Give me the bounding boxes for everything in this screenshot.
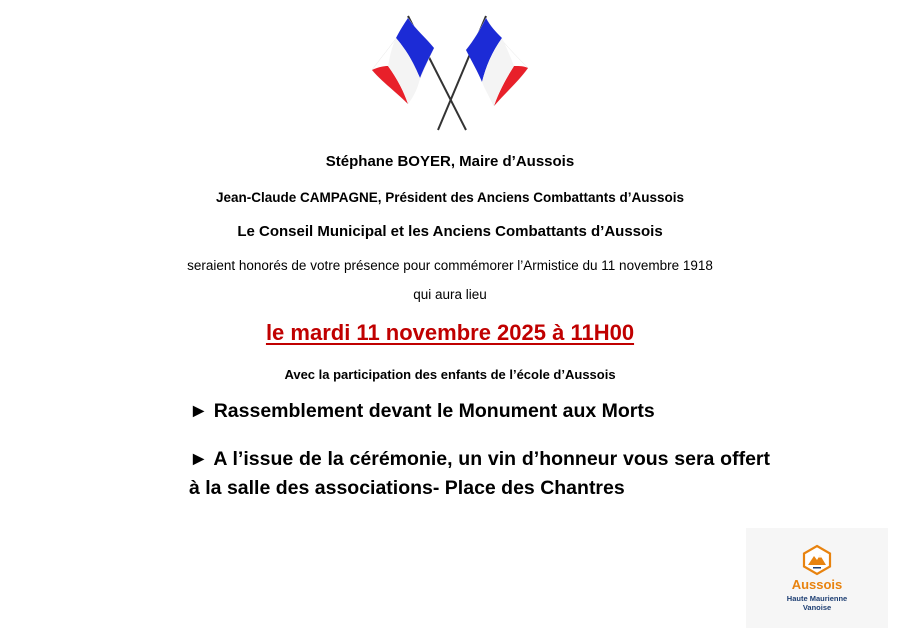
mayor-line: Stéphane BOYER, Maire d’Aussois (325, 153, 575, 170)
crossed-french-flags-icon (368, 8, 533, 133)
right-flag (466, 18, 528, 106)
aussois-logo (746, 528, 888, 628)
invitation-line: seraient honorés de votre présence pour commémorer l’Armistice du 11 novembre 1918 (187, 258, 713, 273)
council-line: Le Conseil Municipal et les Anciens Combattants d’Aussois (237, 223, 663, 240)
mountain-badge-icon (799, 544, 835, 576)
venue-intro-line: qui aura lieu (413, 287, 487, 302)
logo-subtitle-2: Vanoise (802, 603, 832, 612)
logo-name: Aussois (791, 577, 843, 592)
logo-subtitle-1: Haute Maurienne (786, 594, 848, 603)
president-line: Jean-Claude CAMPAGNE, Président des Anciens Combattants d’Aussois (215, 190, 685, 205)
participation-line: Avec la participation des enfants de l’école d’Aussois (284, 367, 616, 382)
left-flag (372, 18, 434, 104)
bullet-gathering: ► Rassemblement devant le Monument aux Morts (189, 400, 655, 422)
event-date: le mardi 11 novembre 2025 à 11H00 (265, 320, 635, 345)
bullet-reception: ► A l’issue de la cérémonie, un vin d’honneur vous sera offert à la salle des associations- Place des Chantres (189, 448, 770, 499)
